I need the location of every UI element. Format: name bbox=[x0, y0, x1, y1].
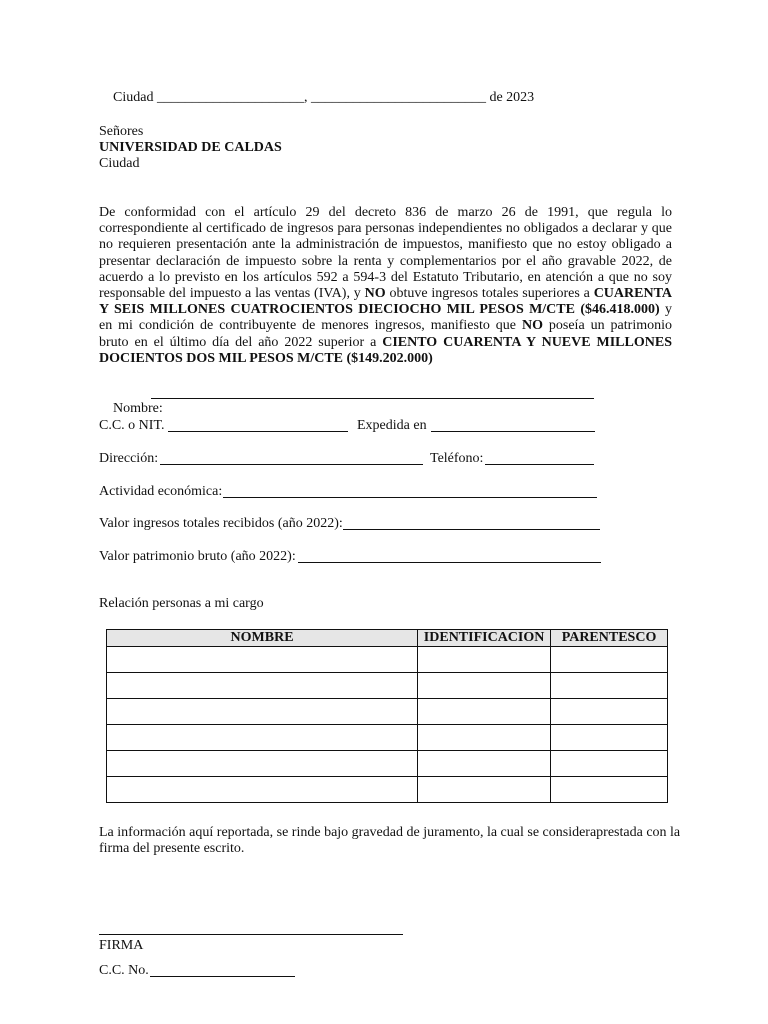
firma-label: FIRMA bbox=[99, 938, 144, 953]
ciudad-field[interactable]: _____________________ bbox=[156, 90, 304, 105]
declaration-no-1: NO bbox=[364, 286, 386, 302]
declaration-no-2: NO bbox=[521, 318, 543, 334]
table-row bbox=[107, 777, 668, 803]
cell-parentesco[interactable] bbox=[551, 725, 668, 751]
cell-identificacion[interactable] bbox=[418, 699, 551, 725]
declaration-amount-income: CUARENTA Y SEIS MILLONES CUATROCIENTOS DIECIOCHO MIL PESOS M/CTE ($46.418.000) bbox=[99, 286, 672, 318]
salutation: Señores bbox=[99, 124, 144, 139]
cell-identificacion[interactable] bbox=[418, 725, 551, 751]
telefono-label: Teléfono: bbox=[430, 451, 484, 466]
table-row bbox=[107, 725, 668, 751]
telefono-field[interactable] bbox=[485, 452, 594, 465]
ingresos-label: Valor ingresos totales recibidos (año 2022): bbox=[99, 516, 343, 531]
cell-parentesco[interactable] bbox=[551, 777, 668, 803]
column-header-parentesco: PARENTESCO bbox=[551, 630, 668, 647]
declaration-text-2: obtuve ingresos totales superiores a bbox=[385, 286, 594, 302]
declaration-amount-assets: CIENTO CUARENTA Y NUEVE MILLONES DOCIENTOS DOS MIL PESOS M/CTE ($149.202.000) bbox=[99, 334, 672, 366]
table-row bbox=[107, 647, 668, 673]
table-row bbox=[107, 751, 668, 777]
patrimonio-label: Valor patrimonio bruto (año 2022): bbox=[99, 549, 296, 564]
cell-parentesco[interactable] bbox=[551, 647, 668, 673]
column-header-nombre: NOMBRE bbox=[107, 630, 418, 647]
table-row bbox=[107, 673, 668, 699]
cell-nombre[interactable] bbox=[107, 751, 418, 777]
cc-no-label: C.C. No. bbox=[99, 963, 149, 978]
dependents-table bbox=[106, 629, 668, 803]
cell-identificacion[interactable] bbox=[418, 673, 551, 699]
institution-name: UNIVERSIDAD DE CALDAS bbox=[99, 140, 282, 155]
actividad-field[interactable] bbox=[223, 485, 597, 498]
patrimonio-field[interactable] bbox=[298, 550, 601, 563]
cell-nombre[interactable] bbox=[107, 647, 418, 673]
cell-identificacion[interactable] bbox=[418, 751, 551, 777]
oath-line-1: La información aquí reportada, se rinde bajo gravedad de juramento, la cual se consideraprestada con la bbox=[99, 825, 681, 840]
oath-line-2: firma del presente escrito. bbox=[99, 841, 245, 856]
nombre-field[interactable] bbox=[151, 386, 594, 399]
expedida-label: Expedida en bbox=[357, 418, 427, 433]
cell-identificacion[interactable] bbox=[418, 647, 551, 673]
cell-identificacion[interactable] bbox=[418, 777, 551, 803]
table-row bbox=[107, 699, 668, 725]
declaration-text-4: poseía un patrimonio bruto en el último día del año 2022 superior a bbox=[99, 318, 672, 350]
direccion-label: Dirección: bbox=[99, 451, 159, 466]
cc-label: C.C. o NIT. bbox=[99, 418, 165, 433]
ciudad-label: Ciudad bbox=[113, 90, 154, 105]
declaration-paragraph bbox=[99, 205, 672, 367]
actividad-label: Actividad económica: bbox=[99, 484, 223, 499]
ingresos-field[interactable] bbox=[343, 517, 600, 530]
column-header-identificacion: IDENTIFICACION bbox=[418, 630, 551, 647]
cell-parentesco[interactable] bbox=[551, 751, 668, 777]
comma: , bbox=[303, 90, 308, 105]
cell-nombre[interactable] bbox=[107, 777, 418, 803]
date-line bbox=[99, 74, 534, 122]
expedida-field[interactable] bbox=[431, 419, 595, 432]
cc-field[interactable] bbox=[168, 419, 348, 432]
direccion-field[interactable] bbox=[160, 452, 423, 465]
recipient-city: Ciudad bbox=[99, 156, 140, 171]
cell-nombre[interactable] bbox=[107, 673, 418, 699]
declaration-text-1: De conformidad con el artículo 29 del decreto 836 de marzo 26 de 1991, que regula lo correspondiente al certificado de ingresos para personas independientes no obligados a declarar y que no requieren presentación ante la administración de impuestos, manifiesto que no estoy obligado a presentar declaración de impuesto sobre la renta y complementarios por el año gravable 2022, de acuerdo a lo previsto en los artículos 592 a 594-3 del Estatuto Tributario, en atención a que no soy responsable del impuesto a las ventas (IVA), y bbox=[99, 205, 672, 302]
declaration-text-3: y en mi condición de contribuyente de menores ingresos, manifiesto que bbox=[99, 302, 673, 334]
cell-nombre[interactable] bbox=[107, 725, 418, 751]
cell-parentesco[interactable] bbox=[551, 673, 668, 699]
cc-no-field[interactable] bbox=[150, 964, 295, 977]
table-header-row bbox=[107, 630, 668, 647]
year-text: de 2023 bbox=[489, 90, 535, 105]
date-field[interactable]: _________________________ bbox=[310, 90, 486, 105]
cell-nombre[interactable] bbox=[107, 699, 418, 725]
cell-parentesco[interactable] bbox=[551, 699, 668, 725]
signature-line[interactable] bbox=[99, 934, 403, 935]
nombre-label: Nombre: bbox=[113, 401, 163, 416]
relation-title: Relación personas a mi cargo bbox=[99, 596, 264, 611]
